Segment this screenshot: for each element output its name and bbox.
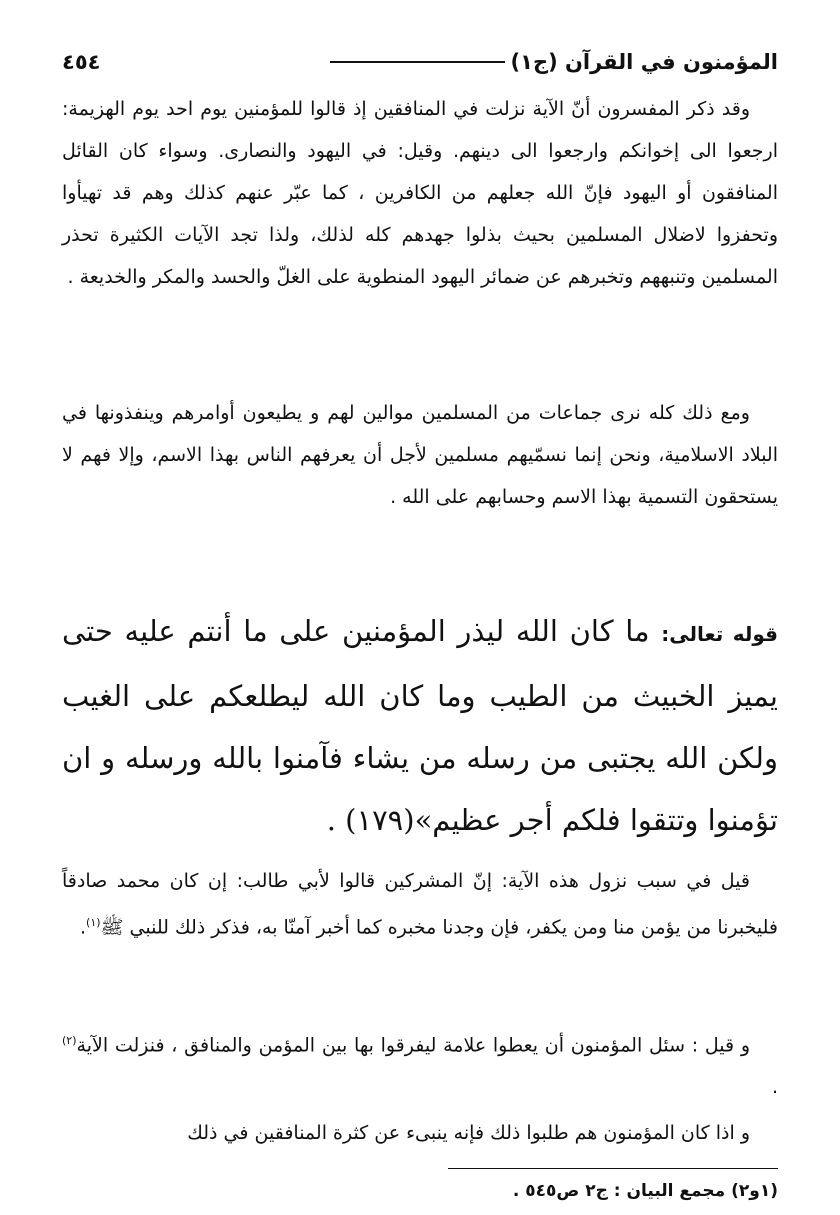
paragraph-1 xyxy=(62,88,778,298)
paragraph-3-body: قيل في سبب نزول هذه الآية: إنّ المشركين قالوا لأبي طالب: إن كان محمد صادقاً فليخبرنا من يؤمن منا ومن يكفر، فإن وجدنا مخبره كما أخبر آمنّا به، فذكر ذلك للنبي ﷺ xyxy=(62,870,778,939)
running-title-text: المؤمنون في القرآن (ج١) xyxy=(510,50,778,74)
footnote-ref-2: (٢) xyxy=(62,1034,77,1047)
paragraph-4 xyxy=(62,1020,778,1108)
paragraph-3-end: . xyxy=(79,916,87,939)
verse-lead: قوله تعالى: xyxy=(661,622,779,646)
paragraph-1-text: وقد ذكر المفسرون أنّ الآية نزلت في المنافقين إذ قالوا للمؤمنين يوم احد يوم الهزيمة: ارجعوا الى إخوانكم وارجعوا الى دينهم. وقيل: في اليهود والنصارى. وسواء كان القائل المنافقون أو اليهود فإنّ الله جعلهم من الكافرين ، كما عبّر عنهم كذلك وهم قد تهيأوا وتحفزوا لاضلال المسلمين بحيث بذلوا جهدهم كله لذلك، ولذا تجد الآيات الكثيرة تحذر المسلمين وتنبههم وتخبرهم عن ضمائر اليهود المنطوية على الغلّ والحسد والمكر والخديعة . xyxy=(62,98,778,288)
paragraph-2 xyxy=(62,392,778,518)
running-title xyxy=(324,50,778,74)
verse-paragraph xyxy=(62,600,778,851)
paragraph-5 xyxy=(62,1112,778,1154)
paragraph-2-text: ومع ذلك كله نرى جماعات من المسلمين موالين لهم و يطيعون أوامرهم وينفذونها في البلاد الاسلامية، ونحن إنما نسمّيهم مسلمين لأجل أن يعرفهم الناس بهذا الاسم، وإلا فهم لا يستحقون التسمية بهذا الاسم وحسابهم على الله . xyxy=(62,402,778,508)
quran-verse xyxy=(62,600,778,851)
paragraph-3 xyxy=(62,860,778,948)
paragraph-5-text: و اذا كان المؤمنون هم طلبوا ذلك فإنه ينبىء عن كثرة المنافقين في ذلك xyxy=(187,1122,750,1144)
page-header xyxy=(62,40,778,84)
book-page xyxy=(62,40,778,1200)
header-rule xyxy=(330,61,505,63)
paragraph-4-text xyxy=(62,1020,778,1108)
footnote: (١و٢) مجمع البيان : ج٢ ص٥٤٥ . xyxy=(512,1181,778,1201)
verse-text: ما كان الله ليذر المؤمنين على ما أنتم عليه حتى يميز الخبيث من الطيب وما كان الله ليطلعكم على الغيب ولكن الله يجتبى من رسله من يشاء فآمنوا بالله ورسله و ان تؤمنوا وتتقوا فلكم أجر عظيم»(١٧٩) . xyxy=(62,614,778,837)
paragraph-4-end: . xyxy=(771,1076,778,1099)
paragraph-4-body: و قيل : سئل المؤمنون أن يعطوا علامة ليفرقوا بها بين المؤمن والمنافق ، فنزلت الآية xyxy=(76,1034,750,1057)
footnote-ref-1: (١) xyxy=(86,916,101,929)
footnote-divider xyxy=(448,1168,778,1169)
page-number: ٤٥٤ xyxy=(62,50,101,74)
paragraph-3-text xyxy=(62,860,778,948)
